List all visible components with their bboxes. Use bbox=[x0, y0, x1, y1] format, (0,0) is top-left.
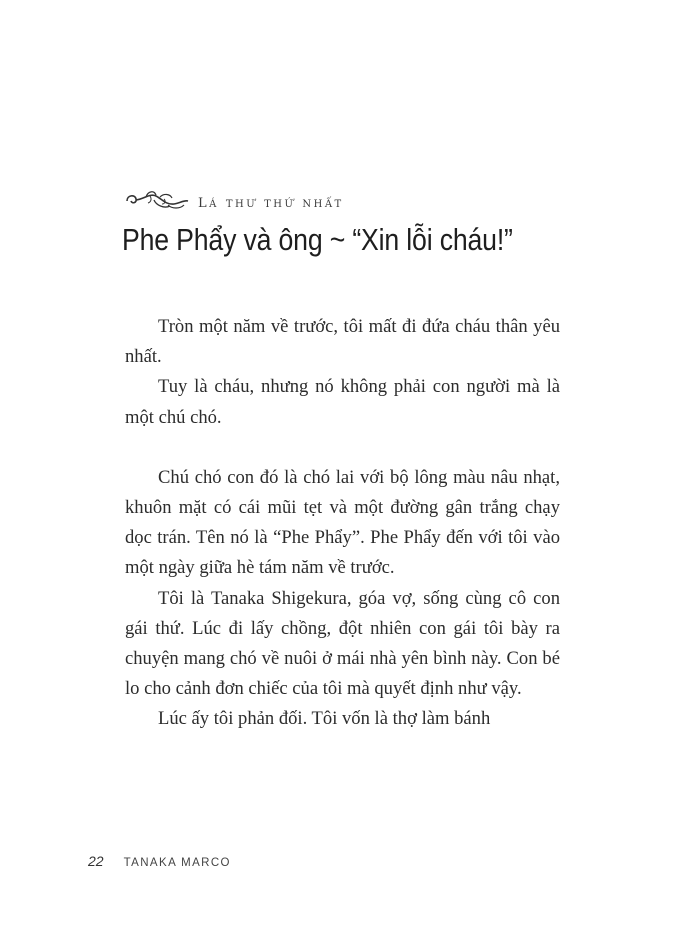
chapter-label bbox=[198, 191, 344, 212]
chapter-label-initial: l bbox=[198, 190, 210, 212]
paragraph: Tuy là cháu, nhưng nó không phải con người mà là một chú chó. bbox=[125, 376, 560, 428]
chapter-title: Phe Phẩy và ông ~ “Xin lỗi cháu!” bbox=[122, 222, 513, 257]
leaf-scroll-ornament-icon bbox=[124, 187, 190, 215]
section-break bbox=[125, 433, 560, 463]
chapter-label-rest: á thư thứ nhất bbox=[209, 194, 344, 211]
chapter-heading bbox=[124, 186, 344, 216]
paragraph: Tròn một năm về trước, tôi mất đi đứa cháu thân yêu nhất. bbox=[125, 316, 560, 368]
body-text bbox=[125, 312, 560, 735]
page-number: 22 bbox=[88, 853, 104, 869]
paragraph: Chú chó con đó là chó lai với bộ lông màu nâu nhạt, khuôn mặt có cái mũi tẹt và một đường gân trắng chạy dọc trán. Tên nó là “Phe Phẩy”. Phe Phẩy đến với tôi vào một ngày giữa hè tám năm về trước. bbox=[125, 466, 560, 579]
paragraph: Tôi là Tanaka Shigekura, góa vợ, sống cùng cô con gái thứ. Lúc đi lấy chồng, đột nhiên con gái tôi bày ra chuyện mang chó về nuôi ở mái nhà yên bình này. Con bé lo cho cảnh đơn chiếc của tôi mà quyết định như vậy. bbox=[125, 587, 560, 700]
page-footer bbox=[88, 853, 231, 869]
running-author: TANAKA MARCO bbox=[123, 857, 231, 869]
paragraph: Lúc ấy tôi phản đối. Tôi vốn là thợ làm bánh bbox=[158, 708, 491, 730]
